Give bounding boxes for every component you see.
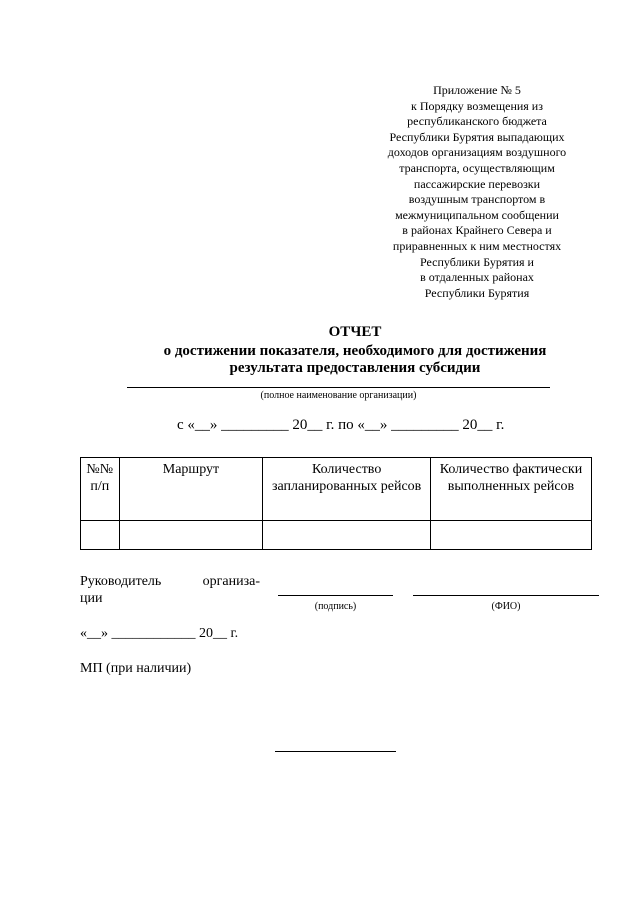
table-cell[interactable] <box>81 521 120 550</box>
appendix-line: приравненных к ним местностях <box>392 238 562 253</box>
appendix-line: межмуниципальном сообщении <box>395 207 559 222</box>
column-header-actual: Количество фактически выполненных рейсов <box>430 458 591 521</box>
appendix-block <box>362 83 592 301</box>
bottom-separator-line <box>275 751 396 752</box>
table-cell[interactable] <box>263 521 431 550</box>
column-header-number: №№ п/п <box>81 458 120 521</box>
table-header-row <box>81 458 592 521</box>
organization-caption: (полное наименование организации) <box>260 390 417 401</box>
appendix-line: Республики Бурятия выпадающих <box>389 129 565 144</box>
appendix-line: Республики Бурятия <box>424 285 530 300</box>
appendix-line: доходов организациям воздушного <box>387 145 567 160</box>
appendix-line: в районах Крайнего Севера и <box>402 223 552 238</box>
full-name-caption: (ФИО) <box>491 601 521 612</box>
appendix-line: Республики Бурятия и <box>420 254 534 269</box>
flights-table <box>80 457 592 550</box>
column-header-planned: Количество запланированных рейсов <box>263 458 431 521</box>
head-of-organization-label-cont: ции <box>80 591 103 606</box>
full-name-line[interactable] <box>413 595 599 596</box>
column-header-route: Маршрут <box>119 458 263 521</box>
reporting-period: с «__» _________ 20__ г. по «__» _________ 20__ г. <box>177 417 505 433</box>
date-field: «__» ____________ 20__ г. <box>80 626 239 641</box>
table-cell[interactable] <box>430 521 591 550</box>
appendix-line: воздушным транспортом в <box>408 192 546 207</box>
report-subtitle-line2: результата предоставления субсидии <box>229 360 481 376</box>
appendix-line: в отдаленных районах <box>420 270 534 285</box>
table-cell[interactable] <box>119 521 263 550</box>
appendix-line: республиканского бюджета <box>407 114 547 129</box>
signature-caption: (подпись) <box>314 601 357 612</box>
report-title: ОТЧЕТ <box>328 324 382 340</box>
table-row <box>81 521 592 550</box>
stamp-label: МП (при наличии) <box>80 661 192 676</box>
head-of-organization-label: Руководитель организа- <box>80 574 260 589</box>
appendix-line: Приложение № 5 <box>433 83 521 97</box>
appendix-line: к Порядку возмещения из <box>411 98 543 113</box>
report-subtitle-line1: о достижении показателя, необходимого для достижения <box>163 343 547 359</box>
appendix-line: транспорта, осуществляющим <box>399 160 555 175</box>
appendix-line: пассажирские перевозки <box>413 176 541 191</box>
organization-name-line[interactable] <box>127 387 550 388</box>
signature-line[interactable] <box>278 595 393 596</box>
